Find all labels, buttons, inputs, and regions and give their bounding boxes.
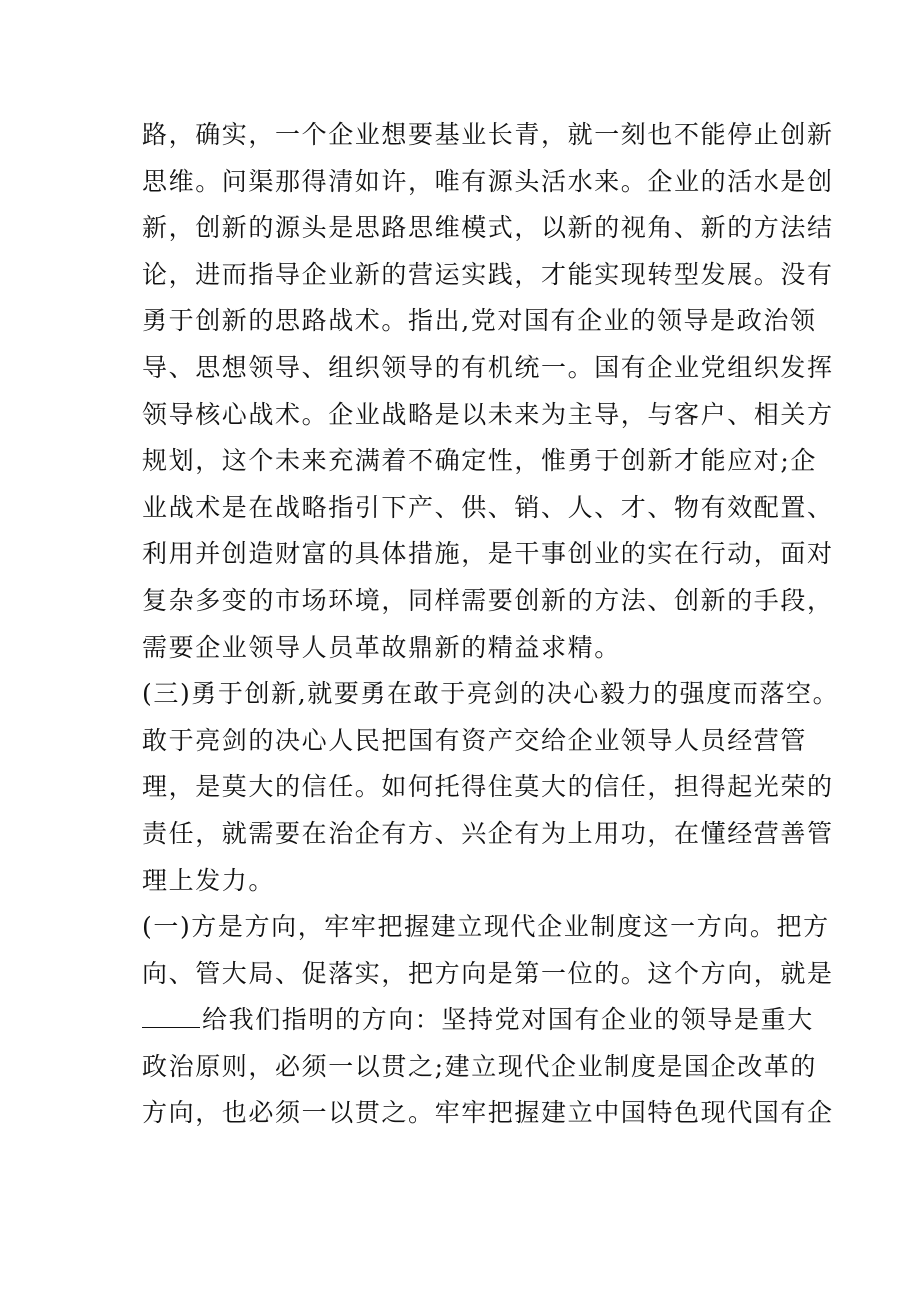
section-heading-line: (三)勇于创新,就要勇在敢于亮剑的决心毅力的强度而落空。	[142, 679, 840, 709]
text-line-with-blank	[142, 997, 822, 1044]
text-line: 需要企业领导人员革故鼎新的精益求精。	[142, 632, 621, 662]
text-line: 责任，就需要在治企有方、兴企有为上用功，在懂经营善管	[142, 818, 834, 848]
text-line: 政治原则，必须一以贯之;建立现代企业制度是国企改革的	[142, 1051, 818, 1081]
text-line: 理，是莫大的信任。如何托得住莫大的信任，担得起光荣的	[142, 772, 834, 802]
text-line: 利用并创造财富的具体措施，是干事创业的实在行动，面对	[142, 539, 834, 569]
text-line: 规划，这个未来充满着不确定性，惟勇于创新才能应对;企	[142, 446, 818, 476]
text-line: 敢于亮剑的决心人民把国有资产交给企业领导人员经营管	[142, 725, 808, 755]
section-heading-line: (一)方是方向，牢牢把握建立现代企业制度这一方向。把方	[142, 912, 830, 942]
text-line: 领导核心战术。企业战略是以未来为主导，与客户、相关方	[142, 399, 834, 429]
text-line: 复杂多变的市场环境，同样需要创新的方法、创新的手段，	[142, 585, 834, 615]
text-line: 路，确实，一个企业想要基业长青，就一刻也不能停止创新	[142, 120, 834, 149]
text-line: 导、思想领导、组织领导的有机统一。国有企业党组织发挥	[142, 352, 834, 382]
text-line: 论，进而指导企业新的营运实践，才能实现转型发展。没有	[142, 259, 834, 289]
text-line: 新，创新的源头是思路思维模式，以新的视角、新的方法结	[142, 213, 834, 243]
document-body	[142, 112, 840, 1137]
fill-in-blank	[142, 1001, 200, 1028]
text-line: 思维。问渠那得清如许，唯有源头活水来。企业的活水是创	[142, 166, 834, 196]
text-line: 业战术是在战略指引下产、供、销、人、才、物有效配置、	[142, 492, 834, 522]
text-line-after-blank: 给我们指明的方向：坚持党对国有企业的领导是重大	[202, 1005, 814, 1035]
text-line: 勇于创新的思路战术。指出,党对国有企业的领导是政治领	[142, 306, 817, 336]
text-line: 理上发力。	[142, 865, 276, 895]
text-line: 向、管大局、促落实，把方向是第一位的。这个方向，就是	[142, 958, 834, 988]
text-line: 方向，也必须一以贯之。牢牢把握建立中国特色现代国有企	[142, 1098, 834, 1128]
